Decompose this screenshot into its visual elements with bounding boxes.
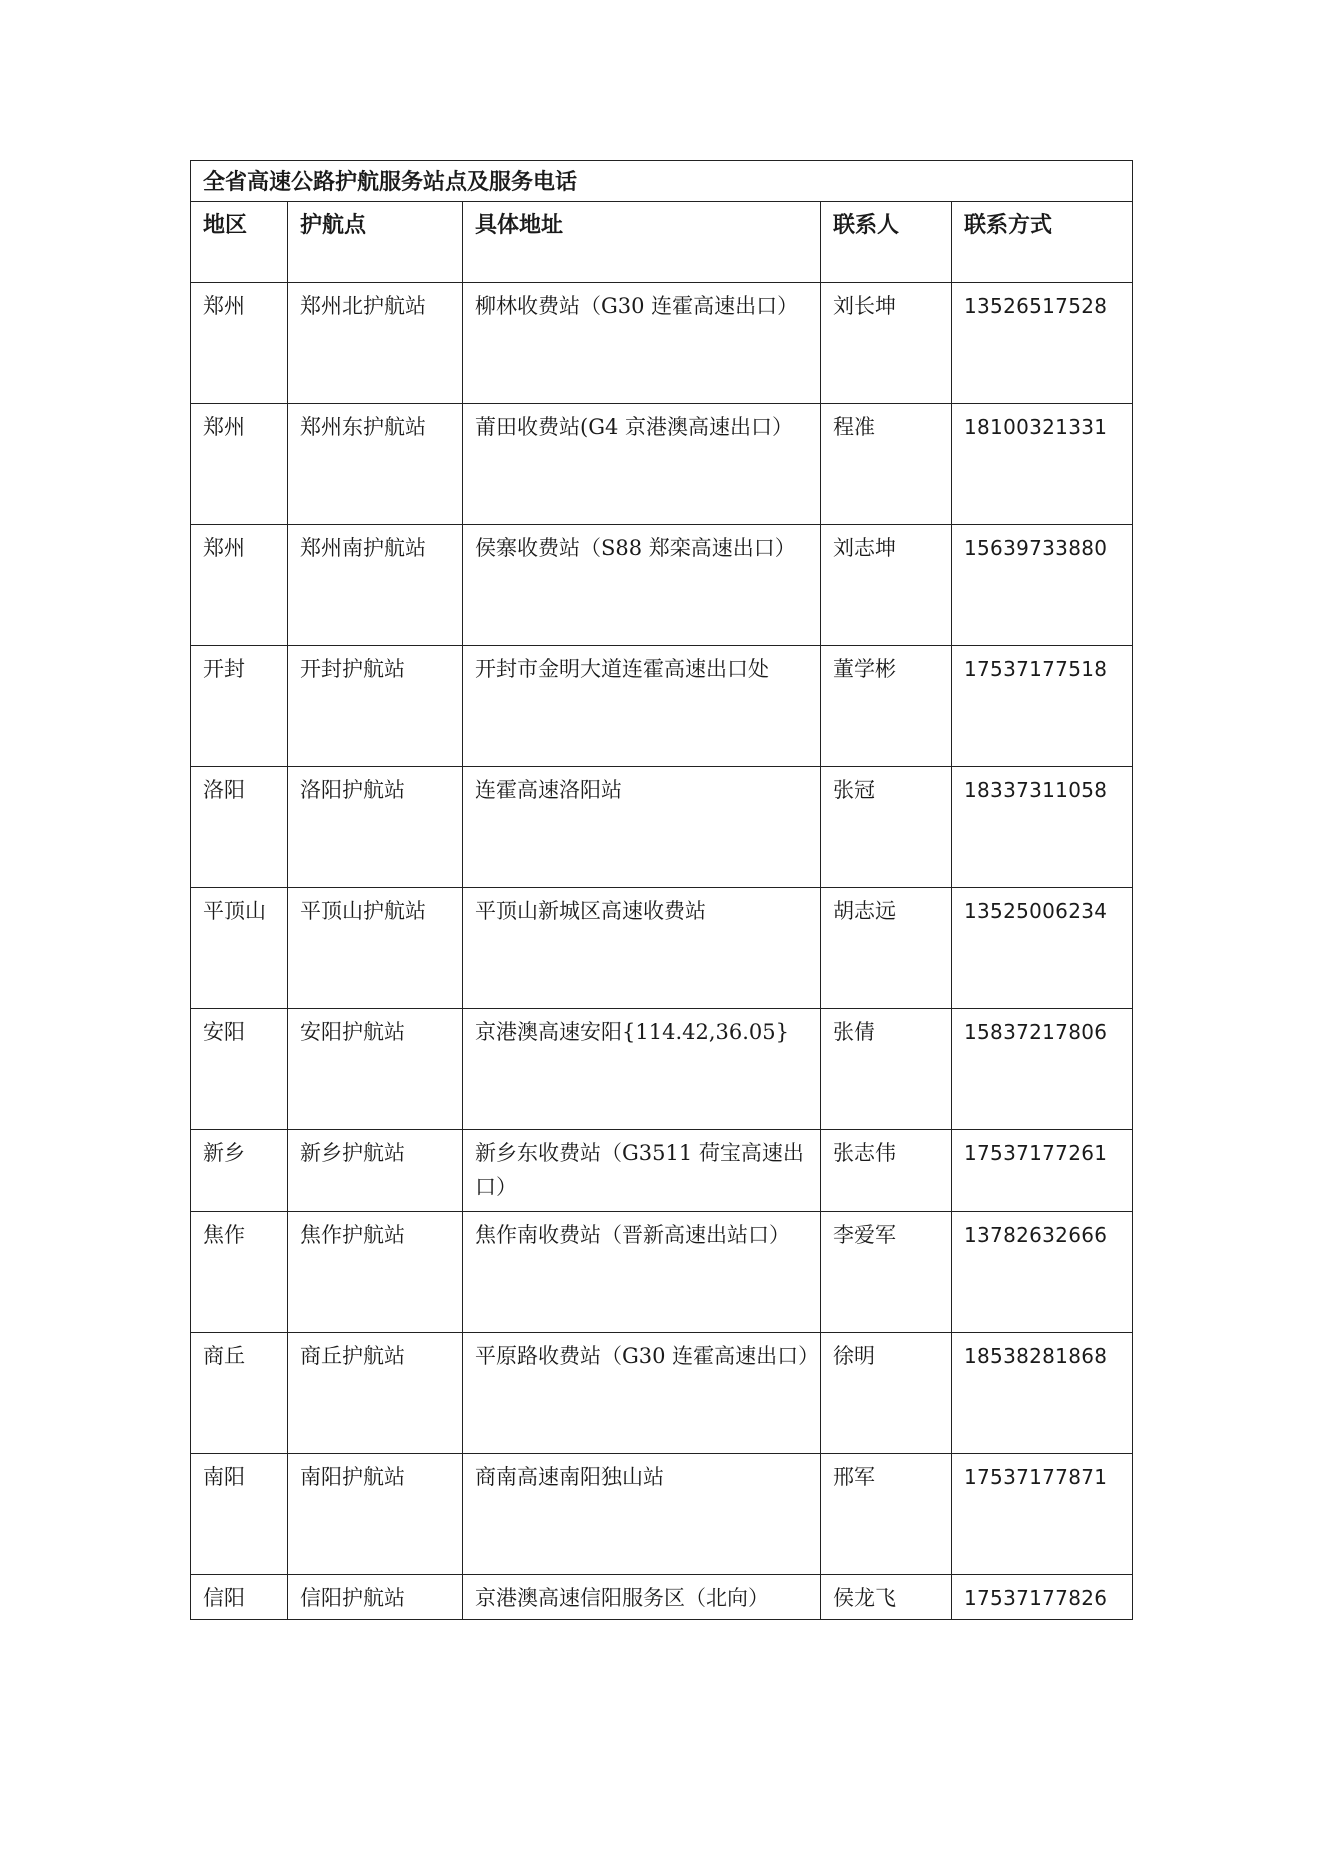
header-contact: 联系人 xyxy=(821,202,952,283)
cell-region: 郑州 xyxy=(191,404,288,525)
cell-region: 焦作 xyxy=(191,1212,288,1333)
cell-contact: 胡志远 xyxy=(821,888,952,1009)
header-region: 地区 xyxy=(191,202,288,283)
cell-contact: 董学彬 xyxy=(821,646,952,767)
cell-address: 柳林收费站（G30 连霍高速出口） xyxy=(463,283,821,404)
table-row xyxy=(191,1333,1133,1454)
table-row xyxy=(191,888,1133,1009)
cell-region: 郑州 xyxy=(191,525,288,646)
cell-region: 洛阳 xyxy=(191,767,288,888)
table-title: 全省高速公路护航服务站点及服务电话 xyxy=(191,161,1133,202)
cell-station: 郑州东护航站 xyxy=(288,404,463,525)
cell-station: 信阳护航站 xyxy=(288,1575,463,1620)
cell-region: 开封 xyxy=(191,646,288,767)
header-address: 具体地址 xyxy=(463,202,821,283)
cell-address: 焦作南收费站（晋新高速出站口） xyxy=(463,1212,821,1333)
cell-address: 新乡东收费站（G3511 荷宝高速出口） xyxy=(463,1130,821,1212)
cell-contact: 刘长坤 xyxy=(821,283,952,404)
cell-station: 郑州北护航站 xyxy=(288,283,463,404)
cell-phone: 13526517528 xyxy=(952,283,1133,404)
cell-phone: 15837217806 xyxy=(952,1009,1133,1130)
cell-contact: 徐明 xyxy=(821,1333,952,1454)
cell-region: 郑州 xyxy=(191,283,288,404)
cell-address: 京港澳高速安阳{114.42,36.05} xyxy=(463,1009,821,1130)
cell-region: 平顶山 xyxy=(191,888,288,1009)
cell-contact: 邢军 xyxy=(821,1454,952,1575)
table-row xyxy=(191,767,1133,888)
cell-region: 南阳 xyxy=(191,1454,288,1575)
table-row xyxy=(191,646,1133,767)
cell-address: 莆田收费站(G4 京港澳高速出口） xyxy=(463,404,821,525)
header-phone: 联系方式 xyxy=(952,202,1133,283)
cell-contact: 程准 xyxy=(821,404,952,525)
cell-phone: 13525006234 xyxy=(952,888,1133,1009)
cell-contact: 刘志坤 xyxy=(821,525,952,646)
cell-station: 新乡护航站 xyxy=(288,1130,463,1212)
cell-region: 新乡 xyxy=(191,1130,288,1212)
cell-region: 商丘 xyxy=(191,1333,288,1454)
cell-address: 平顶山新城区高速收费站 xyxy=(463,888,821,1009)
cell-station: 洛阳护航站 xyxy=(288,767,463,888)
service-station-table xyxy=(190,160,1133,1620)
table-row xyxy=(191,1575,1133,1620)
cell-station: 焦作护航站 xyxy=(288,1212,463,1333)
cell-phone: 17537177826 xyxy=(952,1575,1133,1620)
table-row xyxy=(191,1130,1133,1212)
cell-station: 商丘护航站 xyxy=(288,1333,463,1454)
cell-station: 南阳护航站 xyxy=(288,1454,463,1575)
cell-phone: 17537177518 xyxy=(952,646,1133,767)
cell-address: 京港澳高速信阳服务区（北向） xyxy=(463,1575,821,1620)
cell-phone: 17537177871 xyxy=(952,1454,1133,1575)
cell-phone: 17537177261 xyxy=(952,1130,1133,1212)
cell-address: 商南高速南阳独山站 xyxy=(463,1454,821,1575)
cell-contact: 张冠 xyxy=(821,767,952,888)
cell-station: 安阳护航站 xyxy=(288,1009,463,1130)
cell-contact: 张志伟 xyxy=(821,1130,952,1212)
table-row xyxy=(191,1009,1133,1130)
cell-station: 开封护航站 xyxy=(288,646,463,767)
cell-contact: 侯龙飞 xyxy=(821,1575,952,1620)
table-row xyxy=(191,1212,1133,1333)
cell-station: 平顶山护航站 xyxy=(288,888,463,1009)
cell-contact: 张倩 xyxy=(821,1009,952,1130)
cell-region: 安阳 xyxy=(191,1009,288,1130)
header-station: 护航点 xyxy=(288,202,463,283)
cell-contact: 李爱军 xyxy=(821,1212,952,1333)
cell-address: 开封市金明大道连霍高速出口处 xyxy=(463,646,821,767)
table-title-row xyxy=(191,161,1133,202)
table-row xyxy=(191,525,1133,646)
cell-phone: 18538281868 xyxy=(952,1333,1133,1454)
table-row xyxy=(191,1454,1133,1575)
table-row xyxy=(191,283,1133,404)
table-header-row xyxy=(191,202,1133,283)
table-row xyxy=(191,404,1133,525)
cell-address: 侯寨收费站（S88 郑栾高速出口） xyxy=(463,525,821,646)
cell-phone: 18337311058 xyxy=(952,767,1133,888)
cell-station: 郑州南护航站 xyxy=(288,525,463,646)
cell-phone: 18100321331 xyxy=(952,404,1133,525)
cell-address: 平原路收费站（G30 连霍高速出口） xyxy=(463,1333,821,1454)
cell-phone: 15639733880 xyxy=(952,525,1133,646)
cell-address: 连霍高速洛阳站 xyxy=(463,767,821,888)
cell-region: 信阳 xyxy=(191,1575,288,1620)
cell-phone: 13782632666 xyxy=(952,1212,1133,1333)
